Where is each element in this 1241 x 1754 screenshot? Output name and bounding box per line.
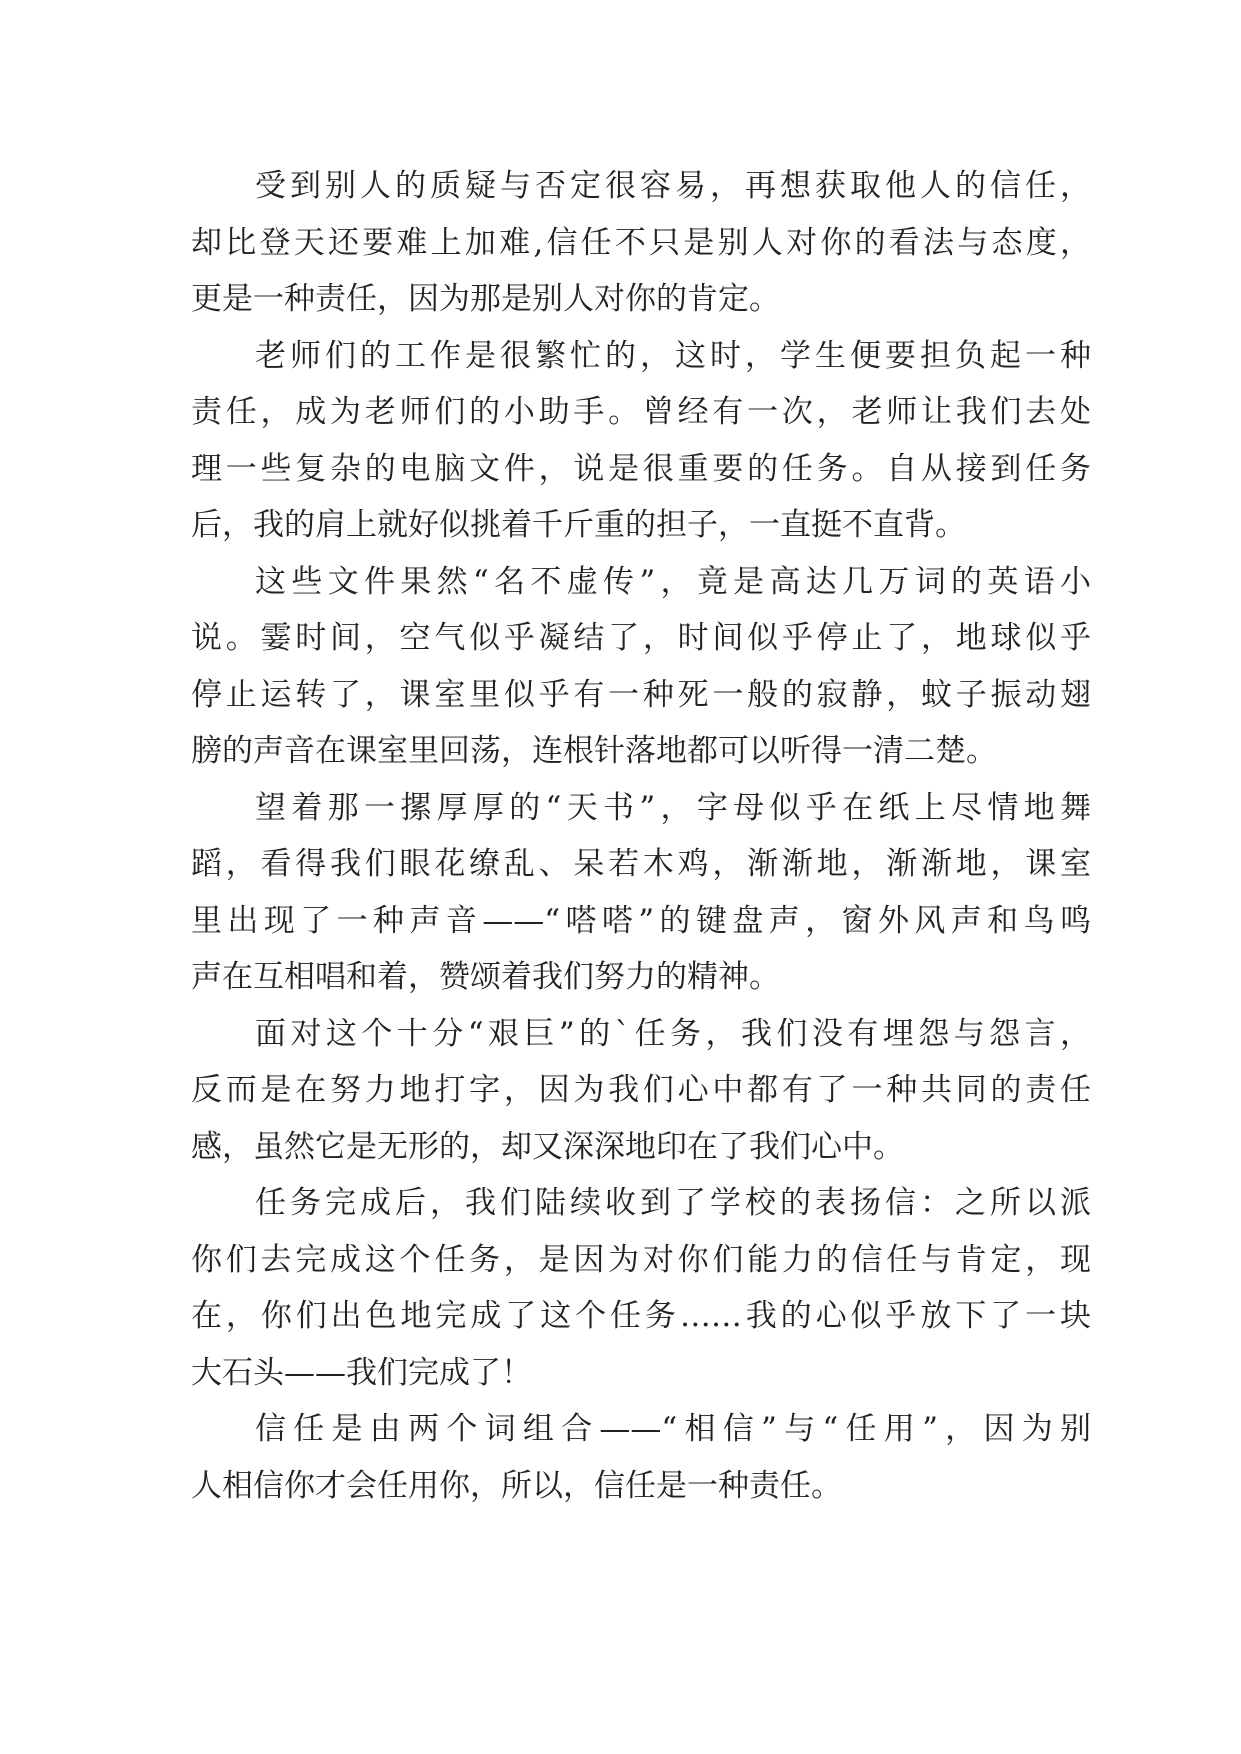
- paragraph-line: 在，你们出色地完成了这个任务……我的心似乎放下了一块: [191, 1298, 1091, 1334]
- paragraph-line: 更是一种责任，因为那是别人对你的肯定。: [191, 281, 780, 317]
- paragraph: [191, 328, 1091, 554]
- paragraph-line: 里出现了一种声音——“嗒嗒”的键盘声，窗外风声和鸟鸣: [191, 902, 1091, 939]
- paragraph-line: 你们去完成这个任务，是因为对你们能力的信任与肯定，现: [191, 1241, 1091, 1278]
- paragraph: [191, 554, 1091, 780]
- paragraph-line: 膀的声音在课室里回荡，连根针落地都可以听得一清二楚。: [191, 733, 997, 769]
- paragraph-line: 停止运转了，课室里似乎有一种死一般的寂静，蚊子振动翅: [191, 676, 1091, 713]
- paragraph-line: 人相信你才会任用你，所以，信任是一种责任。: [191, 1467, 842, 1504]
- paragraph-line: 说。霎时间，空气似乎凝结了，时间似乎停止了，地球似乎: [191, 620, 1091, 656]
- paragraph: [191, 780, 1091, 1006]
- paragraph-line: 理一些复杂的电脑文件，说是很重要的任务。自从接到任务: [191, 450, 1091, 487]
- document-body: [191, 158, 1091, 1514]
- paragraph: [191, 158, 1091, 328]
- paragraph-line: 受到别人的质疑与否定很容易，再想获取他人的信任，: [255, 168, 1091, 204]
- paragraph-line: 老师们的工作是很繁忙的，这时，学生便要担负起一种: [255, 337, 1091, 374]
- paragraph-line: 责任，成为老师们的小助手。曾经有一次，老师让我们去处: [191, 394, 1091, 430]
- paragraph-line: 反而是在努力地打字，因为我们心中都有了一种共同的责任: [191, 1072, 1091, 1108]
- paragraph: [191, 1175, 1091, 1401]
- paragraph-line: 大石头——我们完成了！: [191, 1354, 532, 1391]
- paragraph-line: 感，虽然它是无形的，却又深深地印在了我们心中。: [191, 1128, 904, 1165]
- paragraph: [191, 1006, 1091, 1176]
- paragraph-line: 面对这个十分“艰巨”的`任务，我们没有埋怨与怨言，: [255, 1015, 1091, 1052]
- paragraph: [191, 1401, 1091, 1514]
- paragraph-line: 望着那一摞厚厚的“天书”，字母似乎在纸上尽情地舞: [255, 789, 1091, 826]
- paragraph-line: 声在互相唱和着，赞颂着我们努力的精神。: [191, 959, 780, 995]
- paragraph-line: 却比登天还要难上加难,信任不只是别人对你的看法与态度，: [191, 224, 1091, 261]
- paragraph-line: 后，我的肩上就好似挑着千斤重的担子，一直挺不直背。: [191, 507, 966, 543]
- paragraph-line: 任务完成后，我们陆续收到了学校的表扬信：之所以派: [255, 1185, 1091, 1221]
- paragraph-line: 蹈，看得我们眼花缭乱、呆若木鸡，渐渐地，渐渐地，课室: [191, 846, 1091, 882]
- paragraph-line: 这些文件果然“名不虚传”，竟是高达几万词的英语小: [255, 563, 1091, 600]
- paragraph-line: 信任是由两个词组合——“相信”与“任用”，因为别: [255, 1411, 1091, 1447]
